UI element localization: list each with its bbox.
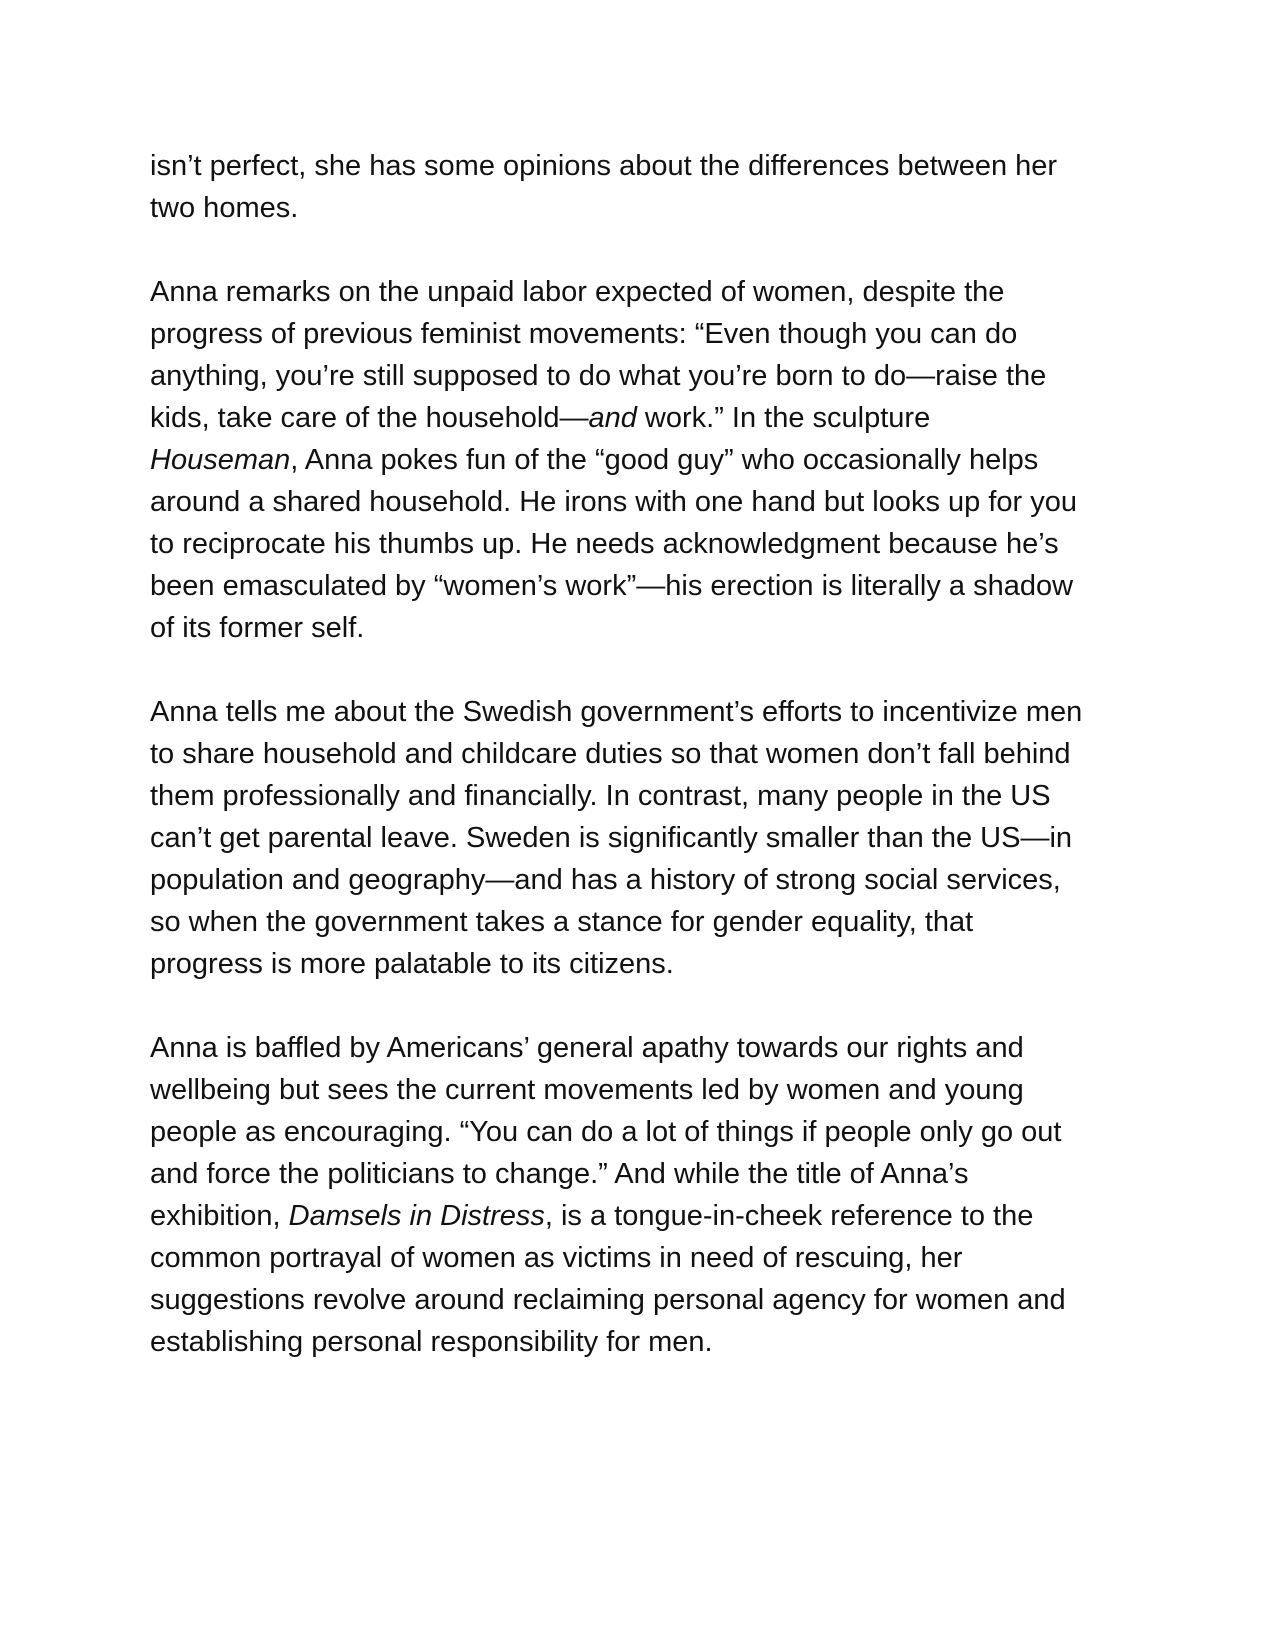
text-line: Anna is baffled by Americans’ general apathy towards our rights and <box>150 1032 1024 1064</box>
text-line: Anna tells me about the Swedish government’s efforts to incentivize men <box>150 696 1083 728</box>
text-line: to reciprocate his thumbs up. He needs acknowledgment because he’s <box>150 528 1059 560</box>
text-line: isn’t perfect, she has some opinions about the differences between her <box>150 150 1058 182</box>
text-line: Anna remarks on the unpaid labor expected of women, despite the <box>150 276 1005 308</box>
text-line: to share household and childcare duties so that women don’t fall behind <box>150 738 1071 770</box>
text-line: Houseman, Anna pokes fun of the “good guy” who occasionally helps <box>150 444 1039 476</box>
text-line: can’t get parental leave. Sweden is significantly smaller than the US—in <box>150 822 1073 854</box>
text-line: population and geography—and has a history of strong social services, <box>150 864 1061 896</box>
text-line: of its former self. <box>150 612 365 644</box>
text-line: them professionally and financially. In contrast, many people in the US <box>150 780 1051 812</box>
paragraph-3 <box>150 691 1140 985</box>
paragraph-4 <box>150 1027 1140 1363</box>
text-line: around a shared household. He irons with one hand but looks up for you <box>150 486 1078 518</box>
document-body <box>150 145 1140 1405</box>
text-line: been emasculated by “women’s work”—his erection is literally a shadow <box>150 570 1074 602</box>
text-line: progress is more palatable to its citizens. <box>150 948 674 980</box>
text-line: so when the government takes a stance for gender equality, that <box>150 906 974 938</box>
text-line: anything, you’re still supposed to do what you’re born to do—raise the <box>150 360 1047 392</box>
paragraph-2 <box>150 271 1140 649</box>
exhibition-title: Damsels in Distress <box>288 1200 545 1232</box>
text-line: people as encouraging. “You can do a lot of things if people only go out <box>150 1116 1062 1148</box>
text-line: kids, take care of the household—and work.” In the sculpture <box>150 402 931 434</box>
text-line: two homes. <box>150 192 299 224</box>
text-line: exhibition, Damsels in Distress, is a tongue-in-cheek reference to the <box>150 1200 1034 1232</box>
italic-emphasis: and <box>588 402 637 434</box>
text-line: wellbeing but sees the current movements led by women and young <box>150 1074 1024 1106</box>
text-line: progress of previous feminist movements: “Even though you can do <box>150 318 1018 350</box>
text-line: and force the politicians to change.” And while the title of Anna’s <box>150 1158 969 1190</box>
sculpture-title: Houseman <box>150 444 291 476</box>
text-line: suggestions revolve around reclaiming personal agency for women and <box>150 1284 1066 1316</box>
text-line: common portrayal of women as victims in need of rescuing, her <box>150 1242 963 1274</box>
text-line: establishing personal responsibility for men. <box>150 1326 713 1358</box>
paragraph-1 <box>150 145 1140 229</box>
